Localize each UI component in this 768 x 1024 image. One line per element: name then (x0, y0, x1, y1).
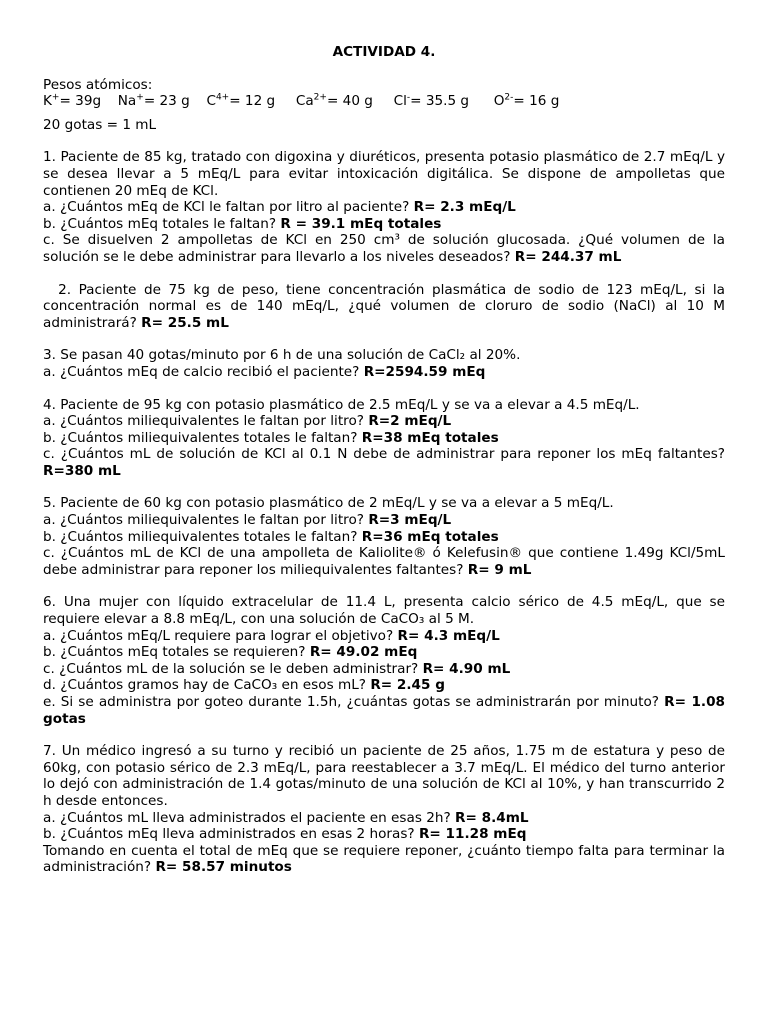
problem-4-question-b: b. ¿Cuántos miliequivalentes totales le faltan? R=38 mEq totales (43, 429, 499, 446)
problem-4-answer-c: R=380 mL (43, 462, 121, 479)
problem-1-question-a: a. ¿Cuántos mEq de KCl le faltan por litro al paciente? R= 2.3 mEq/L (43, 199, 516, 216)
problem-1-question-c: c. Se disuelven 2 ampolletas de KCl en 250 cm³ de solución glucosada. ¿Qué volumen de la solución se le debe administrar para llevarlo a los niveles deseados? R= 244.37 mL (43, 232, 725, 265)
problem-5-answer-b: R=36 mEq totales (361, 528, 499, 545)
atomic-weights-list (43, 93, 725, 110)
problem-4 (43, 397, 725, 480)
problem-5-intro: 5. Paciente de 60 kg con potasio plasmático de 2 mEq/L y se va a elevar a 5 mEq/L. (43, 495, 614, 512)
problem-6 (43, 594, 725, 727)
problem-4-question-c: c. ¿Cuántos mL de solución de KCl al 0.1 N debe de administrar para reponer los mEq faltantes? R=380 mL (43, 446, 725, 479)
problem-6-intro: 6. Una mujer con líquido extracelular de 11.4 L, presenta calcio sérico de 4.5 mEq/L, que se requiere elevar a 8.8 mEq/L, con una solución de CaCO₃ al 5 M. (43, 594, 725, 628)
problem-7-answer-b: R= 11.28 mEq (418, 826, 527, 843)
weight-ca: $Ca^{2+}= 40$ g (295, 92, 373, 110)
problem-4-question-a: a. ¿Cuántos miliequivalentes le faltan por litro? R=2 mEq/L (43, 413, 452, 430)
problem-3 (43, 347, 725, 380)
problem-4-answer-a: R=2 mEq/L (368, 413, 452, 430)
problem-5-question-a: a. ¿Cuántos miliequivalentes le faltan por litro? R=3 mEq/L (43, 512, 452, 529)
problem-5-question-c: c. ¿Cuántos mL de KCl de una ampolleta de Kaliolite® ó Kelefusin® que contiene 1.49g KCl/5mL debe administrar para reponer los miliequivalentes faltantes? R= 9 mL (43, 545, 725, 578)
problem-1-answer-c: R= 244.37 mL (514, 248, 622, 265)
document-title: ACTIVIDAD 4. (332, 44, 436, 60)
problem-3-question-a: a. ¿Cuántos mEq de calcio recibió el paciente? R=2594.59 mEq (43, 363, 486, 380)
problem-6-answer-a: R= 4.3 mEq/L (397, 627, 500, 644)
problem-4-intro: 4. Paciente de 95 kg con potasio plasmático de 2.5 mEq/L y se va a elevar a 4.5 mEq/L. (43, 396, 640, 413)
problem-1-answer-b: R = 39.1 mEq totales (280, 215, 442, 232)
problem-6-answer-c: R= 4.90 mL (422, 660, 511, 677)
problem-7-answer-a: R= 8.4mL (455, 809, 529, 826)
atomic-weights-label: Pesos atómicos: (43, 76, 153, 93)
problem-6-question-a: a. ¿Cuántos mEq/L requiere para lograr el objetivo? R= 4.3 mEq/L (43, 627, 500, 644)
problem-3-answer-a: R=2594.59 mEq (363, 363, 486, 380)
problem-7-question-b: b. ¿Cuántos mEq lleva administrados en esas 2 horas? R= 11.28 mEq (43, 826, 527, 843)
problem-5-answer-c: R= 9 mL (467, 561, 532, 578)
problem-7-question-a: a. ¿Cuántos mL lleva administrados el paciente en esas 2h? R= 8.4mL (43, 809, 529, 826)
problem-1 (43, 149, 725, 265)
problem-7-intro: 7. Un médico ingresó a su turno y recibió un paciente de 25 años, 1.75 m de estatura y peso de 60kg, con potasio sérico de 2.3 mEq/L, para reestablecer a 3.7 mEq/L. El médico del turno anterior lo dejó con administración de 1.4 gotas/minuto de una solución de KCl al 10%, y han transcurrido 2 h desde entonces. (43, 743, 725, 809)
problem-1-answer-a: R= 2.3 mEq/L (413, 199, 516, 216)
problem-1-intro: 1. Paciente de 85 kg, tratado con digoxina y diuréticos, presenta potasio plasmático de 2.7 mEq/L y se desea llevar a 5 mEq/L para evitar intoxicación digitálica. Se dispone de ampolletas que contienen 20 mEq de KCl. (43, 149, 725, 199)
problem-6-answer-b: R= 49.02 mEq (309, 644, 418, 661)
problem-6-question-c: c. ¿Cuántos mL de la solución se le deben administrar? R= 4.90 mL (43, 660, 511, 677)
problem-3-intro: 3. Se pasan 40 gotas/minuto por 6 h de una solución de CaCl₂ al 20%. (43, 347, 521, 364)
problem-7-question-c: Tomando en cuenta el total de mEq que se requiere reponer, ¿cuánto tiempo falta para terminar la administración? R= 58.57 minutos (43, 842, 725, 876)
weight-na: Na+= 23 g (117, 92, 190, 110)
problem-5-question-b: b. ¿Cuántos miliequivalentes totales le faltan? R=36 mEq totales (43, 528, 499, 545)
problem-4-answer-b: R=38 mEq totales (361, 429, 499, 446)
weight-k: K+= 39g (43, 92, 102, 110)
problem-2 (43, 282, 725, 332)
problem-5-answer-a: R=3 mEq/L (368, 512, 452, 529)
document-page (43, 44, 725, 876)
problem-7 (43, 743, 725, 876)
problem-2-intro: 2. Paciente de 75 kg de peso, tiene concentración plasmática de sodio de 123 mEq/L, si la concentración normal es de 140 mEq/L, ¿qué volumen de cloruro de sodio (NaCl) al 10 M administrará? R= 25.5 mL (43, 281, 725, 331)
problem-5 (43, 495, 725, 578)
problem-6-answer-d: R= 2.45 g (370, 677, 445, 694)
problem-6-question-b: b. ¿Cuántos mEq totales se requieren? R= 49.02 mEq (43, 644, 418, 661)
drops-equivalence: 20 gotas = 1 mL (43, 116, 157, 133)
weight-o: $O^{2-}= 16$ g (493, 92, 560, 110)
problem-6-answer-e: R= 1.08 gotas (43, 694, 726, 727)
weight-cl: Cl-= 35.5 g (393, 92, 470, 110)
problem-1-question-b: b. ¿Cuántos mEq totales le faltan? R = 39.1 mEq totales (43, 215, 442, 232)
problem-6-question-e: e. Si se administra por goteo durante 1.5h, ¿cuántas gotas se administrarán por minuto? R= 1.08 gotas (43, 694, 726, 727)
weight-c: $C^{4+}= 12$ g (206, 92, 276, 110)
problem-7-answer-c: R= 58.57 minutos (155, 859, 292, 876)
problem-2-answer: R= 25.5 mL (141, 314, 229, 331)
problem-6-question-d: d. ¿Cuántos gramos hay de CaCO₃ en esos mL? R= 2.45 g (43, 677, 445, 694)
atomic-weights (43, 77, 725, 110)
